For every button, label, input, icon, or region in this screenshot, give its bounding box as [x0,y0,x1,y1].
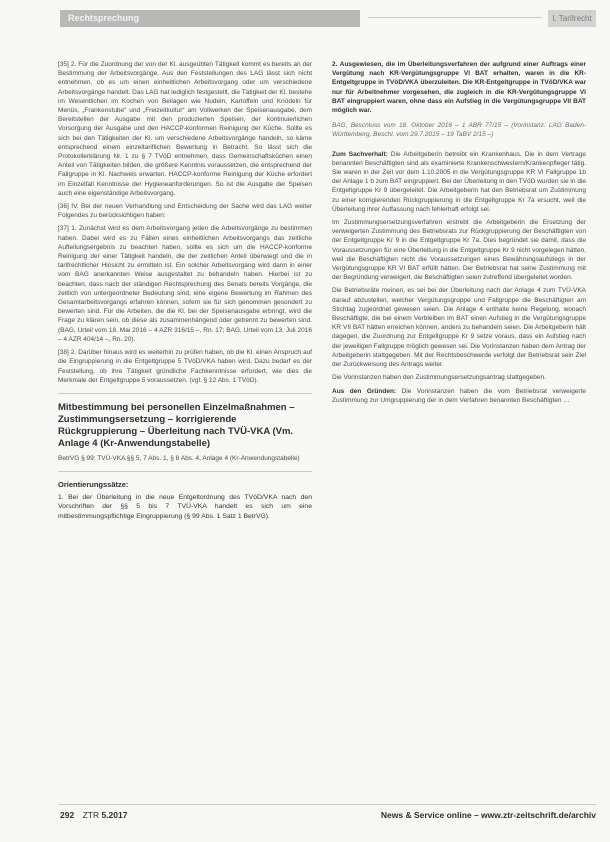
facts-label: Zum Sachverhalt: [332,150,388,158]
section-header: Rechtsprechung [60,10,360,27]
reasons-label: Aus den Gründen: [332,387,397,395]
section-divider [58,393,312,394]
facts-paragraph-4: Die Vorinstanzen haben den Zustimmungsersetzungsantrag stattgegeben. [332,374,546,382]
facts-text-1: Die Arbeitgeberin betreibt ein Krankenhaus. Die in dem Vertrage benannten Beschäftigten sind als examinierte Krankenschwestern/Krankenpfleger tätig. Sie waren in der Zeit vor dem 1.10.2005 in die Vergütungsgruppe KR VI Fallgruppe 1b der Anlage 1 b zum BAT eingruppiert. Bei der Überleitung in den TVöD wurden sie in die Entgeltgruppe Kr 9 übergeleitet. Die Arbeitgeberin hat den Betriebsrat um Zustimmung zu einer korrigierenden Rückgruppierung in die Entgeltgruppe Kr 7a ersucht, weil die Überleitung ihrer Auffassung nach fehlerhaft erfolgt sei. [332,150,587,213]
facts-paragraph [332,150,586,214]
journal-name: ZTR [82,810,100,820]
category-header: I. Tarifrecht [548,10,596,27]
guide-point-2: 2. Ausgewiesen, die im Überleitungsverfahren der aufgrund einer Auftrags einer Vergütung nach KR-Vergütungsgruppe VI BAT erhalten, waren in die KR-Entgeltgruppe in TVöD/VKA überzuleiten. Die KR-Entgeltgruppe in TVöD/VKA war nur für Arbeitnehmer vorgesehen, die zugleich in die KR-Vergütungsgruppe VI BAT eingruppiert waren, ohne dass ein Aufstieg in die Vergütungsgruppe VII BAT möglich war. [332,61,586,115]
reasons-paragraph [332,387,586,405]
header-rule [368,17,542,18]
page-number: 292 [60,810,75,820]
paragraph-35: [35] 2. Für die Zuordnung der von der Kl. ausgeübten Tätigkeit kommt es bereits an der Bestimmung der Arbeitsvorgänge. Aus den Feststellungen des LAG lässt sich nicht entnehmen, ob es um einen einheitlichen Arbeitsvorgang oder um verschiedene Arbeitsvorgänge handelt. Das LAG hat lediglich festgestellt, die Tätigkeit der Kl. bestehe im Wesentlichen im Kochen von Beilagen wie Nudeln, Kartoffeln und Knödeln für Menüs, „Frankenstube“ und „Freizeitkultur“ am Vollwerken der Speisenausgabe, dem Bereitstellen der Ausgabe mit den produzierten Speisen, der kontinuierlichen Vorsorgung der Ausgabe und den HACCP-konformen Reinigung der Küche. Sollte es sich bei den Tätigkeiten der Kl. um verschiedene Arbeitsvorgänge handeln, so käme entsprechend einem einzeltariflichen Bewertung in Betracht. So lässt sich die Protokollerklärung Nr. 1 zu § 7 TVöD entnehmen, dass Gemeinschaftsküchen einen Anteil von Tätigkeiten bilden, die größere Kenntnis voraussetzen, die entsprechend der Fallgruppe in Kl. Nachweis erwarten. HACCP-konforme Reinigung der Küche erfordert im Einzelfall Kenntnisse der Hygieneanforderungen. So ist die Ausgabe der Speisen auch eine eigenständige Arbeitsvorgang. [58,61,312,197]
facts-paragraph-3: Die Betriebsräte meinen, es sei bei der Überleitung nach der Anlage 4 zum TVÜ-VKA darauf abzustellen, welcher Vergütungsgruppe und Fallgruppe die Beschäftigten am Stichtag zugeordnet gewesen seien. Die Anlage 4 enthalte keine Regelung, wonach Beschäftigte, die bei einem Verbleiben im BAT einen Aufstieg in die Vergütungsgruppe KR VII BAT hätten erreichen können, anders zu behandeln seien. Die Arbeitgeberin hält dagegen, die Zuordnung zur Entgeltgruppe Kr 9 setze voraus, dass ein Aufstieg nach der jeweiligen Fallgruppe möglich gewesen sei. Die Vorinstanzen haben dem Antrag der Arbeitgeberin stattgegeben. Mit der Rechtsbeschwerde verfolgt der Betriebsrat sein Ziel der Zurückweisung des Antrags weiter. [332,287,586,369]
source-citation: BAG, Beschluss vom 18. Oktober 2016 – 1 ABR 77/15 – (Vorinstanz: LAG Baden-Württemberg, Beschl. vom 29.7.2015 – 19 TaBV 2/15 –) [332,122,586,139]
footer-rule [58,804,596,805]
journal-issue: 5.2017 [101,810,128,820]
reasons-text: Die Vorinstanzen haben die vom Betriebsrat verweigerte Zustimmung zur Umgruppierung der in dem Verfahren benannten Beschäftigten … [332,387,587,404]
guide-title: Orientierungssätze: [58,480,129,490]
guide-text: 1. Bei der Überleitung in die neue Entgeltordnung des TVöD/VKA nach den Vorschriften der §§ 5 bis 7 TVÜ-VKA handelt es sich um eine mitbestimmungspflichtige Eingruppierung (§ 99 Abs. 1 Satz 1 BetrVG). [58,493,312,520]
right-column [332,60,586,409]
norms-divider [58,471,312,472]
paragraph-37: [37] 1. Zunächst wird es dem Arbeitsvorgang jeden die Arbeitsvorgänge zu bestimmen haben. Dabei wird es zu Fällen eines einheitlichen Arbeitsvorgangs das zeitliche Aufteilungsergebnis zu beachten haben, sollte es sich um die HACCP-konforme Reinigung der einer Tätigkeit handeln, die der zeitlichen Anteil überwiegt und die in tarifrechtlicher Hinsicht zu ermitteln ist. Ein solcher Arbeitsvorgang wird dann in einer vom BAG anerkannten Weise ausgestaltet zu behandeln haben. Hierbei ist zu beachten, dass nach der ständigen Rechtsprechung des Senats bereits Vorgänge, die zeitlich von untergeordneter Bedeutung sind, eine eigene Bewertung im Rahmen des Gesamtarbeitsvorgangs erfahren können, sofern sie für sich genommen gesondert zu bewerten sind. Für die Arbeiten, die die Kl. bei der Speisenausgabe erbringt, wird die Frage zu klären sein, ob diese als zusammenhängend oder getrennt zu bewerten sind. (BAG, Urteil vom 18. Mai 2016 – 4 AZR 316/15 –, Rn. 17; BAG, Urteil vom 13. Juli 2016 – 4 AZR 404/14 –, Rn. 20). [58,225,312,343]
paragraph-36: [36] IV. Bei der neuen Verhandlung und Entscheidung der Sache wird das LAG weiter Folgendes zu berücksichtigen haben: [58,203,312,220]
norms-line: BetrVG § 99; TVÜ-VKA §§ 5, 7 Abs. 1, § 8 Abs. 4, Anlage 4 (Kr-Anwendungstabelle) [58,454,300,462]
facts-paragraph-2: Im Zustimmungsersetzungsverfahren erstrebt die Arbeitgeberin die Ersetzung der verweigerten Zustimmung des Betriebsrats zur Rückgruppierung der Beschäftigten von der Entgeltgruppe Kr 9 in die Entgeltgruppe Kr 7a. Dies begründet sie damit, dass die Voraussetzungen für eine Überleitung in die Entgeltgruppe Kr 9 nicht vorgelegen hätten, weil die Beschäftigten nicht die Voraussetzungen eines Bewährungsaufstiegs in der Vergütungsgruppe KR VI BAT erfüllt hätten. Der Betriebsrat hat seine Zustimmung mit der Begründung verweigert, die Beschäftigten seien zutreffend übergeleitet worden. [332,219,586,282]
footer-link[interactable]: News & Service online – www.ztr-zeitschrift.de/archiv [380,810,596,820]
article-heading: Mitbestimmung bei personellen Einzelmaßnahmen – Zustimmungsersetzung – korrigierende Rückgruppierung – Überleitung nach TVÜ-VKA (Vm. Anlage 4 (Kr-Anwendungstabelle) [58,401,295,449]
paragraph-38: [38] 2. Darüber hinaus wird es weiterhin zu prüfen haben, ob die Kl. einen Anspruch auf die Eingruppierung in die Entgeltgruppe 5 TVöD/VKA haben wird. Dazu bedarf es der Feststellung, ob ihre Tätigkeit gründliche Fachkenntnisse erfordert, wie dies die Merkmale der Entgeltgruppe 5 voraussetzen. (vgl. § 12 Abs. 1 TVöD). [58,349,312,384]
footer-left [60,810,127,820]
left-column [58,60,312,521]
